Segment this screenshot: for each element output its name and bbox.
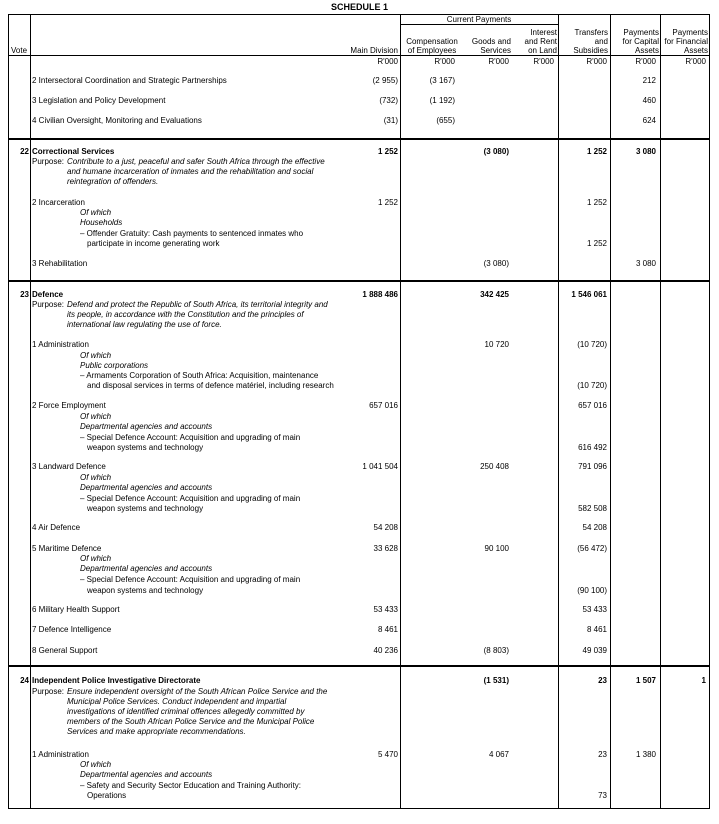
capital-value: 1 507 [635,676,656,685]
unit-comp: R'000 [434,57,455,66]
purpose-text: Services and make appropriate recommendations. [67,727,246,736]
header-capital-1: Payments [623,28,659,37]
header-goods-2: Services [480,46,511,55]
col-divider [558,14,559,809]
col-divider [400,14,401,809]
vote-separator [8,665,710,667]
transfers-value: (10 720) [577,381,607,390]
main-division-value: 33 628 [373,544,398,553]
row-label: 4 Air Defence [32,523,81,532]
purpose-label: Purpose: [32,687,65,696]
row-label: 2 Force Employment [32,401,106,410]
purpose-label: Purpose: [32,157,65,166]
capital-value: 1 380 [635,750,656,759]
header-capital-2: for Capital [622,37,659,46]
item-text: participate in income generating work [87,239,220,248]
purpose-text: Ensure independent oversight of the South African Police Service and the [67,687,328,696]
row-label: 5 Maritime Defence [32,544,102,553]
transfers-value: 8 461 [586,625,607,634]
header-capital-3: Assets [634,46,659,55]
header-financial-1: Payments [672,28,708,37]
item-text: Operations [87,791,127,800]
transfers-value: (10 720) [577,340,607,349]
transfers-value: 657 016 [578,401,607,410]
goods-value: 250 408 [480,462,509,471]
header-transfers-1: Transfers [574,28,608,37]
row-label: 3 Rehabilitation [32,259,88,268]
vote-name: Correctional Services [32,147,115,156]
purpose-text: investigations of identified criminal offences allegedly committed by [67,707,305,716]
category-label: Departmental agencies and accounts [80,483,213,492]
col-divider [610,14,611,809]
transfers-value: 53 433 [582,605,607,614]
main-division-value: 1 252 [377,147,398,156]
goods-value: (3 080) [483,147,509,156]
category-label: Public corporations [80,361,149,370]
vote-name: Defence [32,290,64,299]
vote-number: 24 [20,676,29,685]
vote-name: Independent Police Investigative Directorate [32,676,201,685]
item-text: weapon systems and technology [87,586,204,595]
transfers-value: 54 208 [582,523,607,532]
capital-value: 212 [642,76,656,85]
row-label: 1 Administration [32,750,89,759]
item-text: – Safety and Security Sector Education and Training Authority: [80,781,302,790]
goods-value: 4 067 [488,750,509,759]
unit-financial: R'000 [685,57,706,66]
category-label: Departmental agencies and accounts [80,770,213,779]
row-label: 2 Intersectoral Coordination and Strategic Partnerships [32,76,227,85]
main-division-value: (732) [379,96,398,105]
transfers-value: 791 096 [578,462,607,471]
header-divider [400,24,558,25]
transfers-value: 1 252 [586,239,607,248]
header-comp-2: of Employees [407,46,457,55]
col-divider [660,14,661,809]
of-which-label: Of which [80,412,112,421]
category-label: Households [80,218,123,227]
row-label: 8 General Support [32,646,98,655]
of-which-label: Of which [80,760,112,769]
main-division-value: 1 041 504 [362,462,398,471]
capital-value: 624 [642,116,656,125]
purpose-text: and humane incarceration of inmates and the rehabilitation and social [67,167,314,176]
row-label: 7 Defence Intelligence [32,625,112,634]
of-which-label: Of which [80,554,112,563]
compensation-value: (1 192) [429,96,455,105]
header-transfers-2: and [594,37,608,46]
purpose-label: Purpose: [32,300,65,309]
unit-transfers: R'000 [586,57,607,66]
goods-value: (3 080) [483,259,509,268]
transfers-value: 73 [598,791,607,800]
goods-value: (8 803) [483,646,509,655]
transfers-value: 1 546 061 [571,290,607,299]
row-label: 2 Incarceration [32,198,85,207]
row-label: 3 Landward Defence [32,462,106,471]
item-text: – Special Defence Account: Acquisition and upgrading of main [80,575,301,584]
header-goods-1: Goods and [471,37,511,46]
goods-value: (1 531) [483,676,509,685]
item-text: – Armaments Corporation of South Africa: Acquisition, maintenance [80,371,319,380]
of-which-label: Of which [80,473,112,482]
main-division-value: 5 470 [377,750,398,759]
capital-value: 3 080 [635,147,656,156]
row-label: 1 Administration [32,340,89,349]
header-financial-2: for Financial [664,37,708,46]
unit-interest: R'000 [533,57,554,66]
purpose-text: international law regulating the use of force. [67,320,222,329]
main-division-value: 54 208 [373,523,398,532]
header-current-payments: Current Payments [446,15,512,24]
purpose-text: its people, in accordance with the Constitution and the principles of [67,310,304,319]
header-transfers-3: Subsidies [573,46,608,55]
vote-separator [8,138,710,140]
compensation-value: (655) [436,116,455,125]
transfers-value: (90 100) [577,586,607,595]
transfers-value: 1 252 [586,147,607,156]
category-label: Departmental agencies and accounts [80,422,213,431]
header-vote: Vote [11,46,28,55]
header-comp-1: Compensation [406,37,458,46]
header-financial-3: Assets [683,46,708,55]
item-text: weapon systems and technology [87,504,204,513]
page-title: SCHEDULE 1 [330,2,388,12]
item-text: – Special Defence Account: Acquisition and upgrading of main [80,433,301,442]
row-label: 6 Military Health Support [32,605,120,614]
of-which-label: Of which [80,351,112,360]
header-interest-2: and Rent [524,37,557,46]
main-division-value: 657 016 [369,401,398,410]
header-bottom-line [8,55,710,56]
main-division-value: (2 955) [372,76,398,85]
transfers-value: 1 252 [586,198,607,207]
item-text: – Special Defence Account: Acquisition and upgrading of main [80,494,301,503]
item-text: weapon systems and technology [87,443,204,452]
transfers-value: 616 492 [578,443,607,452]
goods-value: 342 425 [480,290,509,299]
item-text: – Offender Gratuity: Cash payments to sentenced inmates who [80,229,304,238]
transfers-value: 23 [598,750,607,759]
transfers-value: 49 039 [582,646,607,655]
financial-value: 1 [701,676,706,685]
purpose-text: Municipal Police Services. Conduct independent and impartial [67,697,287,706]
purpose-text: Defend and protect the Republic of South Africa, its territorial integrity and [67,300,328,309]
unit-goods: R'000 [488,57,509,66]
unit-capital: R'000 [635,57,656,66]
category-label: Departmental agencies and accounts [80,564,213,573]
vote-number: 23 [20,290,29,299]
vote-number: 22 [20,147,29,156]
purpose-text: reintegration of offenders. [67,177,159,186]
purpose-text: members of the South African Police Service and the Municipal Police [67,717,315,726]
goods-value: 90 100 [484,544,509,553]
unit-main: R'000 [377,57,398,66]
of-which-label: Of which [80,208,112,217]
capital-value: 460 [642,96,656,105]
header-interest-1: Interest [530,28,557,37]
goods-value: 10 720 [484,340,509,349]
col-divider [30,14,31,809]
main-division-value: 1 252 [377,198,398,207]
transfers-value: 582 508 [578,504,607,513]
main-division-value: 53 433 [373,605,398,614]
item-text: and disposal services in terms of defence matériel, including research [87,381,334,390]
transfers-value: (56 472) [577,544,607,553]
header-main-division: Main Division [350,46,398,55]
main-division-value: 8 461 [377,625,398,634]
header-interest-3: on Land [528,46,557,55]
compensation-value: (3 167) [429,76,455,85]
capital-value: 3 080 [635,259,656,268]
transfers-value: 23 [598,676,607,685]
purpose-text: Contribute to a just, peaceful and safer South Africa through the effective [67,157,325,166]
main-division-value: 40 236 [373,646,398,655]
vote-separator [8,280,710,282]
row-label: 4 Civilian Oversight, Monitoring and Evaluations [32,116,202,125]
row-label: 3 Legislation and Policy Development [32,96,166,105]
main-division-value: (31) [383,116,398,125]
main-division-value: 1 888 486 [362,290,398,299]
